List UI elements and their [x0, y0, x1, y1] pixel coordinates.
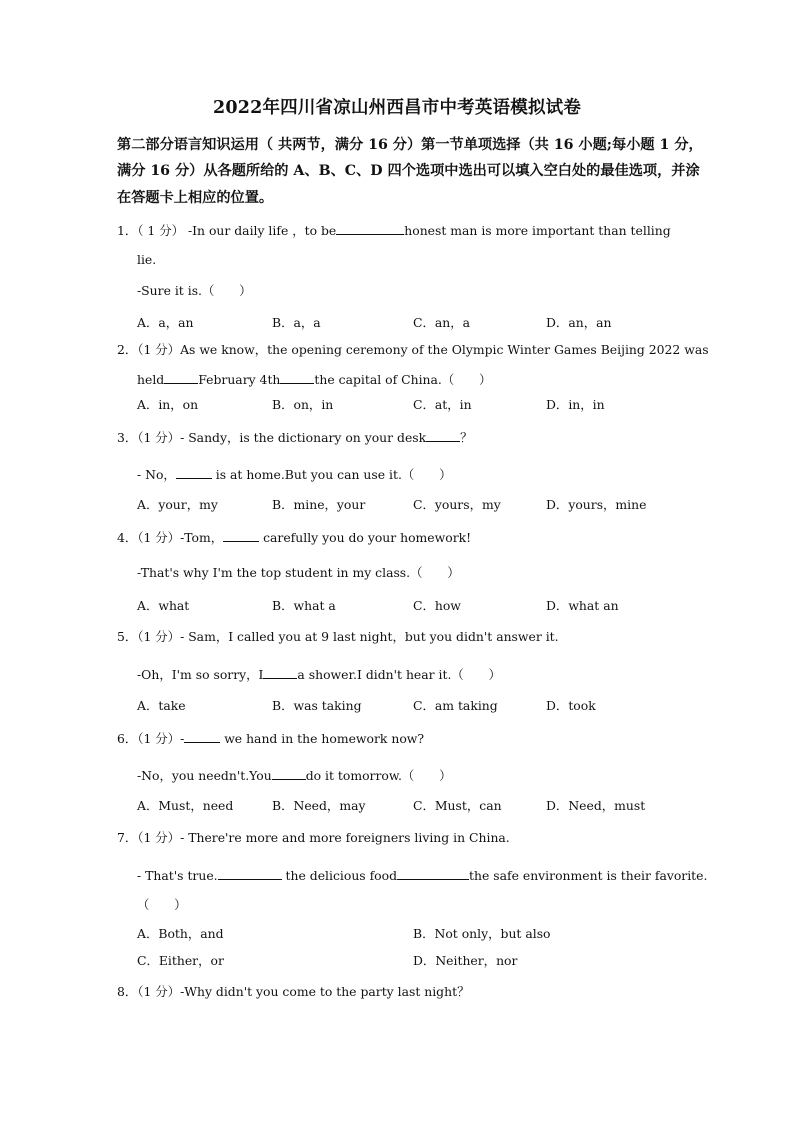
question-5-option-c[interactable]: C．am taking [413, 698, 498, 713]
question-5-option-d[interactable]: D．took [546, 698, 596, 713]
question-3-option-a[interactable]: A．your，my [137, 497, 218, 512]
answer-blank[interactable] [263, 666, 297, 679]
question-6-option-d[interactable]: D．Need，must [546, 798, 646, 813]
question-5-text-b: a shower.I didn't hear it.（ ） [297, 667, 501, 682]
question-2-text-c: the capital of China.（ ） [314, 372, 492, 387]
question-6-text-d: do it tomorrow.（ ） [305, 768, 452, 783]
question-1-line-2: -Sure it is.（ ） [137, 283, 252, 298]
question-2-text-b: February 4th [198, 372, 281, 387]
answer-blank[interactable] [280, 371, 314, 384]
question-4-line-2: -That's why I'm the top student in my class.（ ） [137, 565, 460, 580]
question-1-text-a: 1．（ 1 分） -In our daily life ，to be [117, 223, 337, 238]
question-1-line-1 [117, 222, 682, 239]
question-4-text-b: carefully you do your homework! [259, 530, 472, 545]
question-3-text-b: ？ [460, 430, 473, 445]
answer-blank[interactable] [184, 730, 220, 743]
section-instruction-line-1: 第二部分语言知识运用（ 共两节，满分 16 分）第一节单项选择（共 16 小题;每小题 1 分， [117, 137, 703, 153]
question-3-option-b[interactable]: B．mine，your [272, 497, 366, 512]
question-2-option-d[interactable]: D．in，in [546, 397, 605, 412]
question-5-text-a: -Oh，I'm so sorry，I [137, 667, 264, 682]
question-5-line-1: 5．（1 分）- Sam，I called you at 9 last night，but you didn't answer it. [117, 629, 559, 644]
answer-blank[interactable] [218, 867, 282, 880]
question-6-line-2 [137, 767, 702, 784]
question-5-option-b[interactable]: B．was taking [272, 698, 362, 713]
answer-blank[interactable] [176, 466, 212, 479]
question-7-option-d[interactable]: D．Neither，nor [413, 953, 518, 968]
question-6-option-a[interactable]: A．Must，need [137, 798, 234, 813]
question-1-option-d[interactable]: D．an，an [546, 315, 612, 330]
question-1-option-c[interactable]: C．an，a [413, 315, 471, 330]
question-1-continuation: lie. [137, 252, 157, 267]
question-3-text-c: - No， [137, 467, 176, 482]
question-2-line-1: 2．（1 分）As we know，the opening ceremony of the Olympic Winter Games Beijing 2022 was [117, 342, 709, 357]
question-8-line-1: 8．（1 分）-Why didn't you come to the party last night？ [117, 984, 470, 999]
question-7-line-3: （ ） [137, 897, 187, 912]
question-6-text-c: -No，you needn't.You [137, 768, 272, 783]
question-3-text-a: 3．（1 分）- Sandy，is the dictionary on your desk [117, 430, 427, 445]
question-6-option-c[interactable]: C．Must，can [413, 798, 502, 813]
question-1-option-b[interactable]: B．a，a [272, 315, 321, 330]
question-7-text-c: the safe environment is their favorite. [469, 868, 708, 883]
question-2-option-c[interactable]: C．at，in [413, 397, 472, 412]
question-4-option-c[interactable]: C．how [413, 598, 461, 613]
answer-blank[interactable] [336, 222, 404, 235]
answer-blank[interactable] [426, 429, 460, 442]
section-instruction-line-2: 满分 16 分）从各题所给的 A、B、C、D 四个选项中选出可以填入空白处的最佳选项，并涂 [117, 163, 700, 179]
question-7-option-a[interactable]: A．Both，and [137, 926, 224, 941]
question-2-text-a: held [137, 372, 165, 387]
question-5-option-a[interactable]: A．take [137, 698, 186, 713]
question-1-option-a[interactable]: A．a，an [137, 315, 194, 330]
question-6-option-b[interactable]: B．Need，may [272, 798, 366, 813]
question-4-option-d[interactable]: D．what an [546, 598, 619, 613]
question-7-line-1: 7．（1 分）- There're more and more foreigners living in China. [117, 830, 510, 845]
question-2-line-2 [137, 371, 702, 388]
question-4-line-1 [117, 529, 682, 546]
question-4-option-b[interactable]: B．what a [272, 598, 336, 613]
page-title: 2022年四川省凉山州西昌市中考英语模拟试卷 [212, 98, 582, 118]
question-7-text-b: the delicious food [281, 868, 398, 883]
question-5-line-2 [137, 666, 702, 683]
question-6-line-1 [117, 730, 682, 747]
question-6-text-a: 6．（1 分）- [117, 731, 185, 746]
question-7-option-b[interactable]: B．Not only，but also [413, 926, 551, 941]
question-3-option-c[interactable]: C．yours，my [413, 497, 501, 512]
answer-blank[interactable] [223, 529, 259, 542]
answer-blank[interactable] [272, 767, 306, 780]
answer-blank[interactable] [397, 867, 469, 880]
question-4-text-a: 4．（1 分）-Tom， [117, 530, 224, 545]
question-7-option-c[interactable]: C．Either，or [137, 953, 224, 968]
question-1-text-b: honest man is more important than telling [404, 223, 671, 238]
question-3-text-d: is at home.But you can use it.（ ） [211, 467, 452, 482]
question-3-option-d[interactable]: D．yours，mine [546, 497, 647, 512]
question-2-option-b[interactable]: B．on，in [272, 397, 334, 412]
section-instruction-line-3: 在答题卡上相应的位置。 [117, 190, 274, 206]
question-4-option-a[interactable]: A．what [137, 598, 190, 613]
question-2-option-a[interactable]: A．in，on [137, 397, 199, 412]
question-6-text-b: we hand in the homework now? [220, 731, 425, 746]
question-7-line-2 [137, 867, 708, 884]
question-7-text-a: - That's true. [137, 868, 218, 883]
answer-blank[interactable] [164, 371, 198, 384]
question-3-line-2 [137, 466, 702, 483]
question-3-line-1 [117, 429, 682, 446]
